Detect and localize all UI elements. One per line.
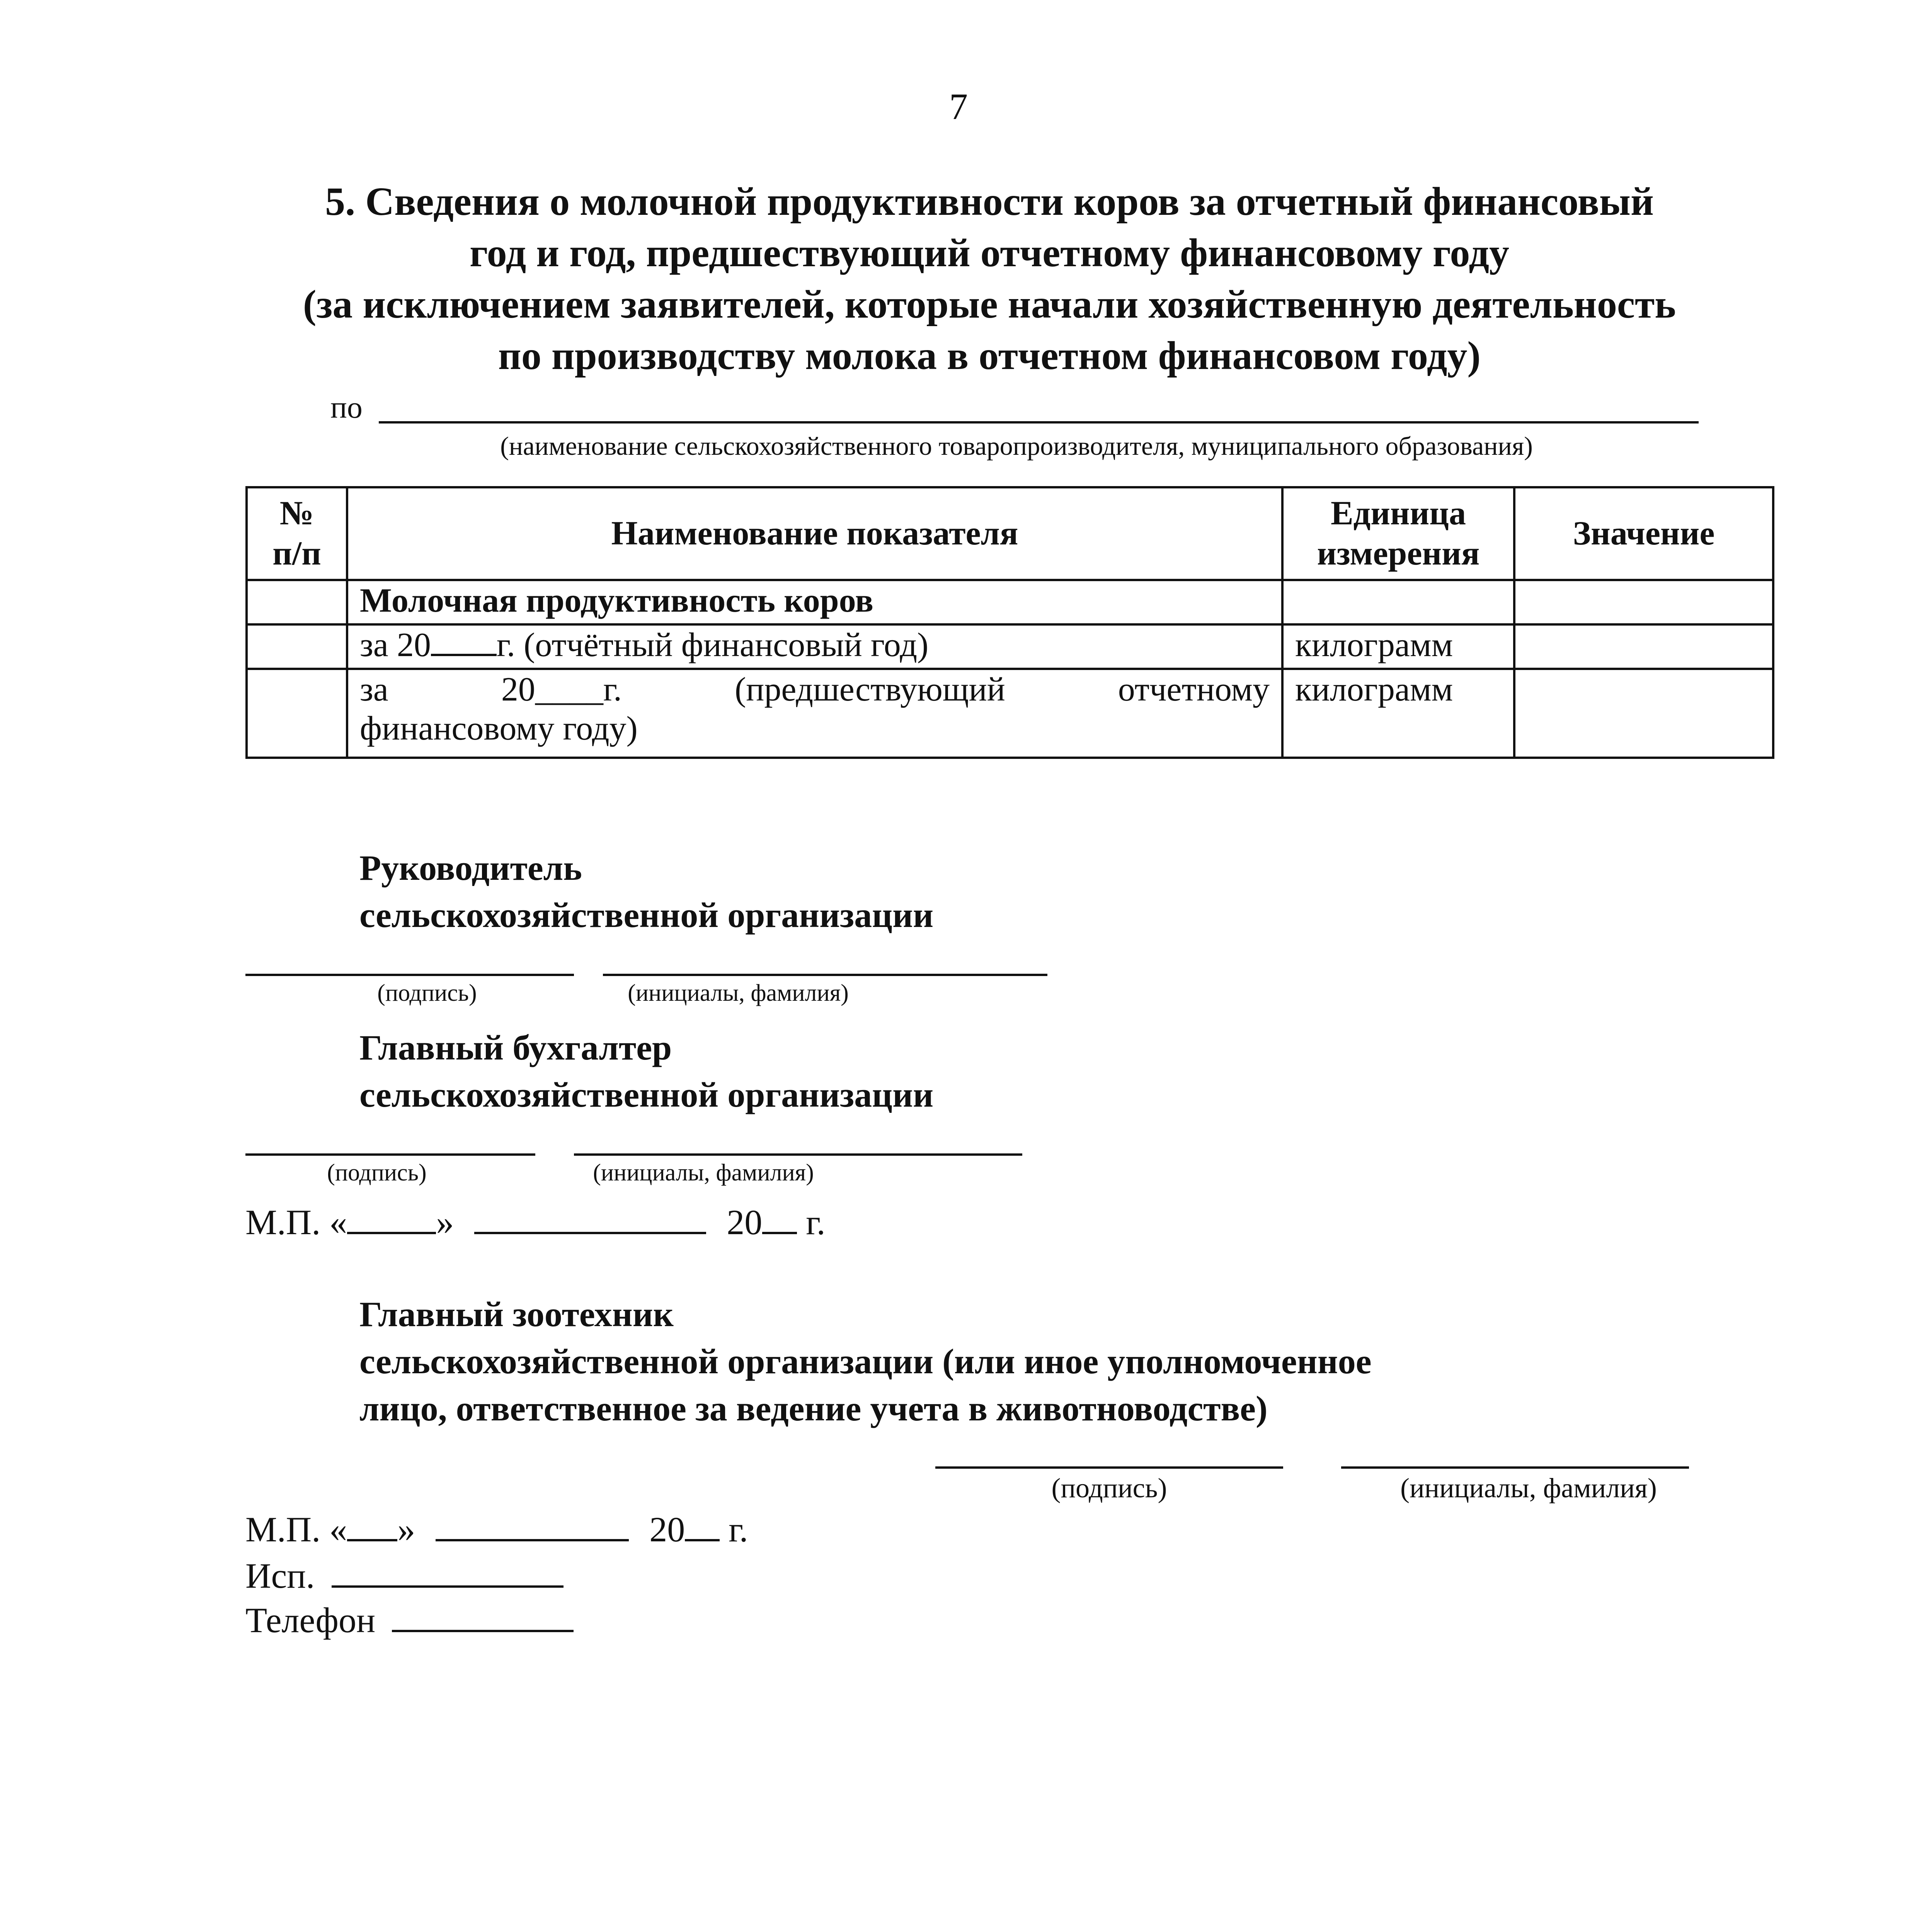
- cell-name: за 20 г. (отчётный финансовый год): [347, 624, 1282, 669]
- day-blank[interactable]: [347, 1512, 397, 1541]
- title-line: (за исключением заявителей, которые начали хозяйственную деятельность: [303, 282, 1676, 327]
- director-sign-caption: (подпись): [377, 980, 477, 1006]
- year-blank[interactable]: [762, 1205, 797, 1234]
- title-line: по производству молока в отчетном финансовом году): [498, 333, 1481, 378]
- cell-num[interactable]: [247, 669, 347, 758]
- recipient-label: по: [330, 391, 363, 425]
- accountant-name-caption: (инициалы, фамилия): [593, 1160, 814, 1186]
- title-line: год и год, предшествующий отчетному финансовому году: [469, 231, 1510, 275]
- cell-num[interactable]: [247, 624, 347, 669]
- cell-name: Молочная продуктивность коров: [347, 580, 1282, 624]
- accountant-heading: Главный бухгалтер сельскохозяйственной организации: [359, 1028, 934, 1114]
- header-unit: Единица измерения: [1282, 487, 1514, 580]
- executor-field[interactable]: [332, 1558, 564, 1588]
- cell-unit: килограмм: [1282, 669, 1514, 758]
- cell-value[interactable]: [1514, 669, 1773, 758]
- stamp-date-2: М.П. « » 20 г.: [245, 1510, 748, 1549]
- cell-value[interactable]: [1514, 624, 1773, 669]
- stamp-date-1: М.П. « » 20 г.: [245, 1202, 826, 1242]
- accountant-signature-line[interactable]: [245, 1153, 535, 1156]
- title-line: 5. Сведения о молочной продуктивности коров за отчетный финансовый: [325, 179, 1654, 224]
- zootech-heading: Главный зоотехник сельскохозяйственной организации (или иное уполномоченное лицо, ответственное за ведение учета в животноводстве): [359, 1294, 1372, 1428]
- month-blank[interactable]: [436, 1512, 629, 1541]
- director-signature-line[interactable]: [245, 974, 574, 976]
- cell-name: за 20____г. (предшествующий отчетному финансовому году): [347, 669, 1282, 758]
- phone-field[interactable]: [392, 1603, 574, 1632]
- recipient-field[interactable]: [379, 421, 1699, 423]
- document-title: [216, 176, 1762, 381]
- year-blank[interactable]: [685, 1512, 720, 1541]
- phone-label: Телефон: [245, 1600, 376, 1640]
- cell-unit[interactable]: [1282, 580, 1514, 624]
- accountant-name-line[interactable]: [574, 1153, 1022, 1156]
- table-row: [247, 624, 1773, 669]
- month-blank[interactable]: [474, 1205, 706, 1234]
- day-blank[interactable]: [347, 1205, 436, 1234]
- header-value: Значение: [1514, 487, 1773, 580]
- cell-value[interactable]: [1514, 580, 1773, 624]
- cell-unit: килограмм: [1282, 624, 1514, 669]
- header-name: Наименование показателя: [347, 487, 1282, 580]
- director-heading: Руководитель сельскохозяйственной организации: [359, 848, 934, 935]
- zootech-name-caption: (инициалы, фамилия): [1400, 1473, 1657, 1503]
- header-num: № п/п: [247, 487, 347, 580]
- zootech-sign-caption: (подпись): [1051, 1473, 1167, 1503]
- executor-row: [245, 1555, 564, 1596]
- page-number: 7: [949, 86, 968, 127]
- year-blank[interactable]: [431, 627, 497, 656]
- zootech-name-line[interactable]: [1341, 1466, 1689, 1469]
- productivity-table: [245, 486, 1774, 759]
- table-row: [247, 669, 1773, 758]
- phone-row: [245, 1600, 574, 1641]
- table-row: [247, 580, 1773, 624]
- zootech-signature-line[interactable]: [935, 1466, 1283, 1469]
- cell-num[interactable]: [247, 580, 347, 624]
- director-name-caption: (инициалы, фамилия): [628, 980, 849, 1006]
- table-header-row: [247, 487, 1773, 580]
- executor-label: Исп.: [245, 1556, 315, 1595]
- director-name-line[interactable]: [603, 974, 1047, 976]
- accountant-sign-caption: (подпись): [327, 1160, 427, 1186]
- recipient-caption: (наименование сельскохозяйственного товаропроизводителя, муниципального образования): [500, 431, 1533, 461]
